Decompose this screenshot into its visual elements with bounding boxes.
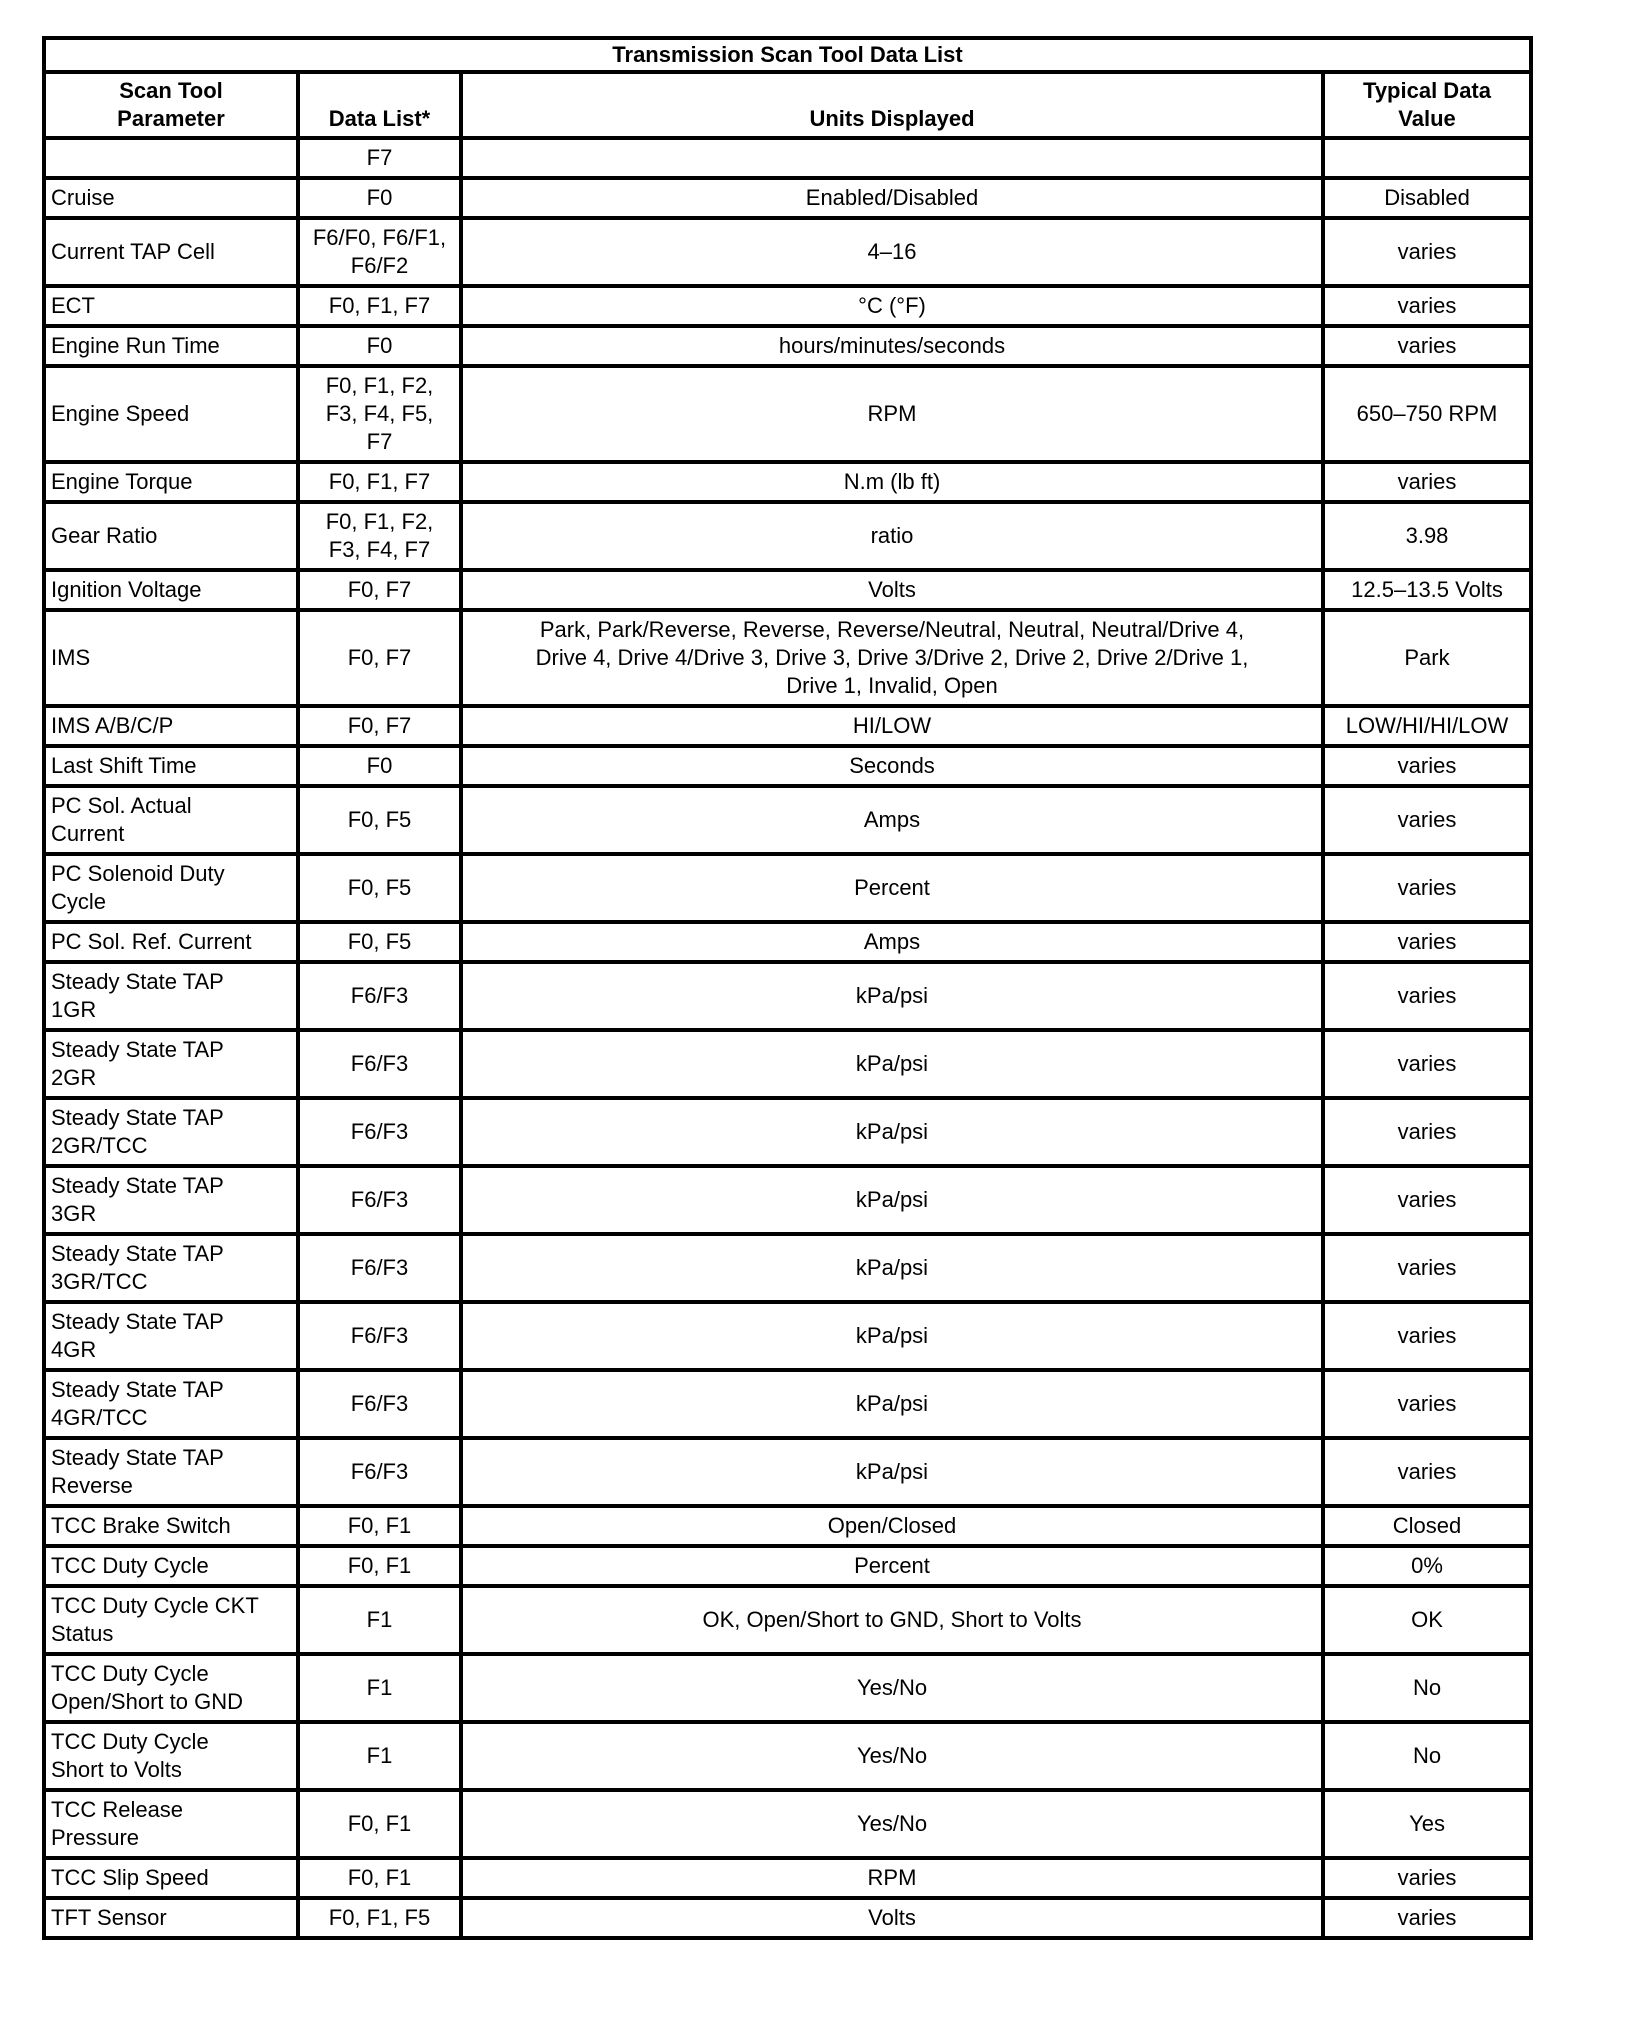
data-list-cell: F0, F7 xyxy=(298,570,461,610)
table-row xyxy=(44,1898,1531,1938)
header-typical-value: Typical Data Value xyxy=(1323,72,1531,138)
data-list-cell: F0, F7 xyxy=(298,610,461,706)
data-list-cell: F0, F1, F5 xyxy=(298,1898,461,1938)
table-row xyxy=(44,1234,1531,1302)
table-row xyxy=(44,1438,1531,1506)
units-cell: HI/LOW xyxy=(461,706,1323,746)
table-row xyxy=(44,746,1531,786)
data-list-cell: F7 xyxy=(298,138,461,178)
table-row xyxy=(44,1030,1531,1098)
data-list-cell: F0, F7 xyxy=(298,706,461,746)
parameter-cell: Current TAP Cell xyxy=(44,218,298,286)
data-list-cell: F6/F3 xyxy=(298,1098,461,1166)
parameter-cell: TCC Duty Cycle xyxy=(44,1546,298,1586)
parameter-cell: TFT Sensor xyxy=(44,1898,298,1938)
typical-value-cell: varies xyxy=(1323,218,1531,286)
data-list-cell: F6/F3 xyxy=(298,1166,461,1234)
table-row xyxy=(44,922,1531,962)
typical-value-cell: varies xyxy=(1323,1030,1531,1098)
table-row xyxy=(44,326,1531,366)
typical-value-cell xyxy=(1323,138,1531,178)
units-cell: Volts xyxy=(461,570,1323,610)
data-list-cell: F6/F0, F6/F1, F6/F2 xyxy=(298,218,461,286)
table-row xyxy=(44,1586,1531,1654)
typical-value-cell: Park xyxy=(1323,610,1531,706)
header-data-list: Data List* xyxy=(298,72,461,138)
parameter-cell xyxy=(44,138,298,178)
typical-value-cell: No xyxy=(1323,1654,1531,1722)
typical-value-cell: varies xyxy=(1323,854,1531,922)
data-list-cell: F0, F5 xyxy=(298,854,461,922)
table-row xyxy=(44,1722,1531,1790)
table-row xyxy=(44,1302,1531,1370)
table-row xyxy=(44,1654,1531,1722)
data-list-cell: F1 xyxy=(298,1586,461,1654)
parameter-cell: Steady State TAP 2GR/TCC xyxy=(44,1098,298,1166)
parameter-cell: Engine Torque xyxy=(44,462,298,502)
units-cell: RPM xyxy=(461,1858,1323,1898)
parameter-cell: TCC Duty Cycle Open/Short to GND xyxy=(44,1654,298,1722)
parameter-cell: IMS A/B/C/P xyxy=(44,706,298,746)
typical-value-cell: varies xyxy=(1323,1098,1531,1166)
units-cell: Yes/No xyxy=(461,1722,1323,1790)
table-row xyxy=(44,962,1531,1030)
table-row xyxy=(44,610,1531,706)
header-parameter: Scan Tool Parameter xyxy=(44,72,298,138)
units-cell: kPa/psi xyxy=(461,1302,1323,1370)
typical-value-cell: varies xyxy=(1323,962,1531,1030)
units-cell: Volts xyxy=(461,1898,1323,1938)
units-cell: °C (°F) xyxy=(461,286,1323,326)
parameter-cell: PC Sol. Ref. Current xyxy=(44,922,298,962)
units-cell: hours/minutes/seconds xyxy=(461,326,1323,366)
units-cell: kPa/psi xyxy=(461,1438,1323,1506)
typical-value-cell: No xyxy=(1323,1722,1531,1790)
table-row xyxy=(44,1858,1531,1898)
units-cell: kPa/psi xyxy=(461,1234,1323,1302)
table-row xyxy=(44,366,1531,462)
parameter-cell: Last Shift Time xyxy=(44,746,298,786)
data-list-cell: F0, F1 xyxy=(298,1858,461,1898)
typical-value-cell: varies xyxy=(1323,286,1531,326)
parameter-cell: TCC Brake Switch xyxy=(44,1506,298,1546)
parameter-cell: Steady State TAP 3GR xyxy=(44,1166,298,1234)
data-list-cell: F0, F1, F2, F3, F4, F7 xyxy=(298,502,461,570)
data-list-cell: F0 xyxy=(298,178,461,218)
typical-value-cell: 12.5–13.5 Volts xyxy=(1323,570,1531,610)
table-row xyxy=(44,854,1531,922)
table-row xyxy=(44,706,1531,746)
parameter-cell: Steady State TAP Reverse xyxy=(44,1438,298,1506)
typical-value-cell: 3.98 xyxy=(1323,502,1531,570)
data-list-cell: F0, F1 xyxy=(298,1506,461,1546)
typical-value-cell: varies xyxy=(1323,1234,1531,1302)
table-row xyxy=(44,462,1531,502)
table-row xyxy=(44,1166,1531,1234)
typical-value-cell: Disabled xyxy=(1323,178,1531,218)
data-list-cell: F6/F3 xyxy=(298,1302,461,1370)
parameter-cell: PC Solenoid Duty Cycle xyxy=(44,854,298,922)
units-cell: kPa/psi xyxy=(461,962,1323,1030)
parameter-cell: Steady State TAP 4GR/TCC xyxy=(44,1370,298,1438)
parameter-cell: IMS xyxy=(44,610,298,706)
units-cell xyxy=(461,138,1323,178)
units-cell: kPa/psi xyxy=(461,1030,1323,1098)
units-cell: RPM xyxy=(461,366,1323,462)
typical-value-cell: Closed xyxy=(1323,1506,1531,1546)
data-list-cell: F6/F3 xyxy=(298,962,461,1030)
units-cell: 4–16 xyxy=(461,218,1323,286)
table-row xyxy=(44,286,1531,326)
table-row xyxy=(44,1790,1531,1858)
parameter-cell: TCC Slip Speed xyxy=(44,1858,298,1898)
parameter-cell: Engine Run Time xyxy=(44,326,298,366)
table-row xyxy=(44,138,1531,178)
units-cell: Amps xyxy=(461,786,1323,854)
data-list-cell: F1 xyxy=(298,1654,461,1722)
parameter-cell: TCC Release Pressure xyxy=(44,1790,298,1858)
units-cell: Yes/No xyxy=(461,1790,1323,1858)
parameter-cell: Steady State TAP 3GR/TCC xyxy=(44,1234,298,1302)
table-row xyxy=(44,502,1531,570)
units-cell: Amps xyxy=(461,922,1323,962)
parameter-cell: TCC Duty Cycle Short to Volts xyxy=(44,1722,298,1790)
parameter-cell: Gear Ratio xyxy=(44,502,298,570)
typical-value-cell: varies xyxy=(1323,326,1531,366)
typical-value-cell: varies xyxy=(1323,1898,1531,1938)
typical-value-cell: varies xyxy=(1323,922,1531,962)
title-row xyxy=(44,38,1531,72)
typical-value-cell: varies xyxy=(1323,462,1531,502)
units-cell: kPa/psi xyxy=(461,1370,1323,1438)
data-list-cell: F6/F3 xyxy=(298,1030,461,1098)
parameter-cell: TCC Duty Cycle CKT Status xyxy=(44,1586,298,1654)
typical-value-cell: LOW/HI/HI/LOW xyxy=(1323,706,1531,746)
parameter-cell: Steady State TAP 1GR xyxy=(44,962,298,1030)
data-list-cell: F0, F5 xyxy=(298,922,461,962)
units-cell: ratio xyxy=(461,502,1323,570)
typical-value-cell: 0% xyxy=(1323,1546,1531,1586)
parameter-cell: Ignition Voltage xyxy=(44,570,298,610)
data-list-cell: F0, F1, F7 xyxy=(298,462,461,502)
parameter-cell: Steady State TAP 4GR xyxy=(44,1302,298,1370)
typical-value-cell: 650–750 RPM xyxy=(1323,366,1531,462)
typical-value-cell: varies xyxy=(1323,1370,1531,1438)
table-row xyxy=(44,1546,1531,1586)
data-list-cell: F0 xyxy=(298,746,461,786)
table-row xyxy=(44,570,1531,610)
table-row xyxy=(44,178,1531,218)
parameter-cell: Engine Speed xyxy=(44,366,298,462)
data-list-cell: F0 xyxy=(298,326,461,366)
table-row xyxy=(44,1098,1531,1166)
scan-tool-data-table xyxy=(42,36,1533,1940)
parameter-cell: PC Sol. Actual Current xyxy=(44,786,298,854)
units-cell: Open/Closed xyxy=(461,1506,1323,1546)
typical-value-cell: varies xyxy=(1323,1438,1531,1506)
data-list-cell: F0, F1 xyxy=(298,1790,461,1858)
header-units: Units Displayed xyxy=(461,72,1323,138)
data-list-cell: F6/F3 xyxy=(298,1370,461,1438)
units-cell: Seconds xyxy=(461,746,1323,786)
header-row xyxy=(44,72,1531,138)
typical-value-cell: Yes xyxy=(1323,1790,1531,1858)
data-list-cell: F6/F3 xyxy=(298,1438,461,1506)
units-cell: Park, Park/Reverse, Reverse, Reverse/Neutral, Neutral, Neutral/Drive 4, Drive 4, Drive 4/Drive 3, Drive 3, Drive 3/Drive 2, Drive 2, Drive 2/Drive 1, Drive 1, Invalid, Open xyxy=(461,610,1323,706)
table-body xyxy=(44,138,1531,1938)
table-row xyxy=(44,1370,1531,1438)
data-list-cell: F0, F1 xyxy=(298,1546,461,1586)
typical-value-cell: varies xyxy=(1323,786,1531,854)
parameter-cell: Steady State TAP 2GR xyxy=(44,1030,298,1098)
data-list-cell: F0, F5 xyxy=(298,786,461,854)
typical-value-cell: varies xyxy=(1323,746,1531,786)
typical-value-cell: varies xyxy=(1323,1302,1531,1370)
units-cell: Yes/No xyxy=(461,1654,1323,1722)
typical-value-cell: varies xyxy=(1323,1166,1531,1234)
parameter-cell: ECT xyxy=(44,286,298,326)
table-row xyxy=(44,786,1531,854)
units-cell: Percent xyxy=(461,854,1323,922)
units-cell: OK, Open/Short to GND, Short to Volts xyxy=(461,1586,1323,1654)
parameter-cell: Cruise xyxy=(44,178,298,218)
units-cell: kPa/psi xyxy=(461,1098,1323,1166)
typical-value-cell: varies xyxy=(1323,1858,1531,1898)
units-cell: N.m (lb ft) xyxy=(461,462,1323,502)
data-list-cell: F1 xyxy=(298,1722,461,1790)
table-row xyxy=(44,218,1531,286)
units-cell: Percent xyxy=(461,1546,1323,1586)
units-cell: kPa/psi xyxy=(461,1166,1323,1234)
table-title: Transmission Scan Tool Data List xyxy=(44,38,1531,72)
data-list-cell: F6/F3 xyxy=(298,1234,461,1302)
data-list-cell: F0, F1, F2, F3, F4, F5, F7 xyxy=(298,366,461,462)
table-row xyxy=(44,1506,1531,1546)
data-list-cell: F0, F1, F7 xyxy=(298,286,461,326)
units-cell: Enabled/Disabled xyxy=(461,178,1323,218)
typical-value-cell: OK xyxy=(1323,1586,1531,1654)
